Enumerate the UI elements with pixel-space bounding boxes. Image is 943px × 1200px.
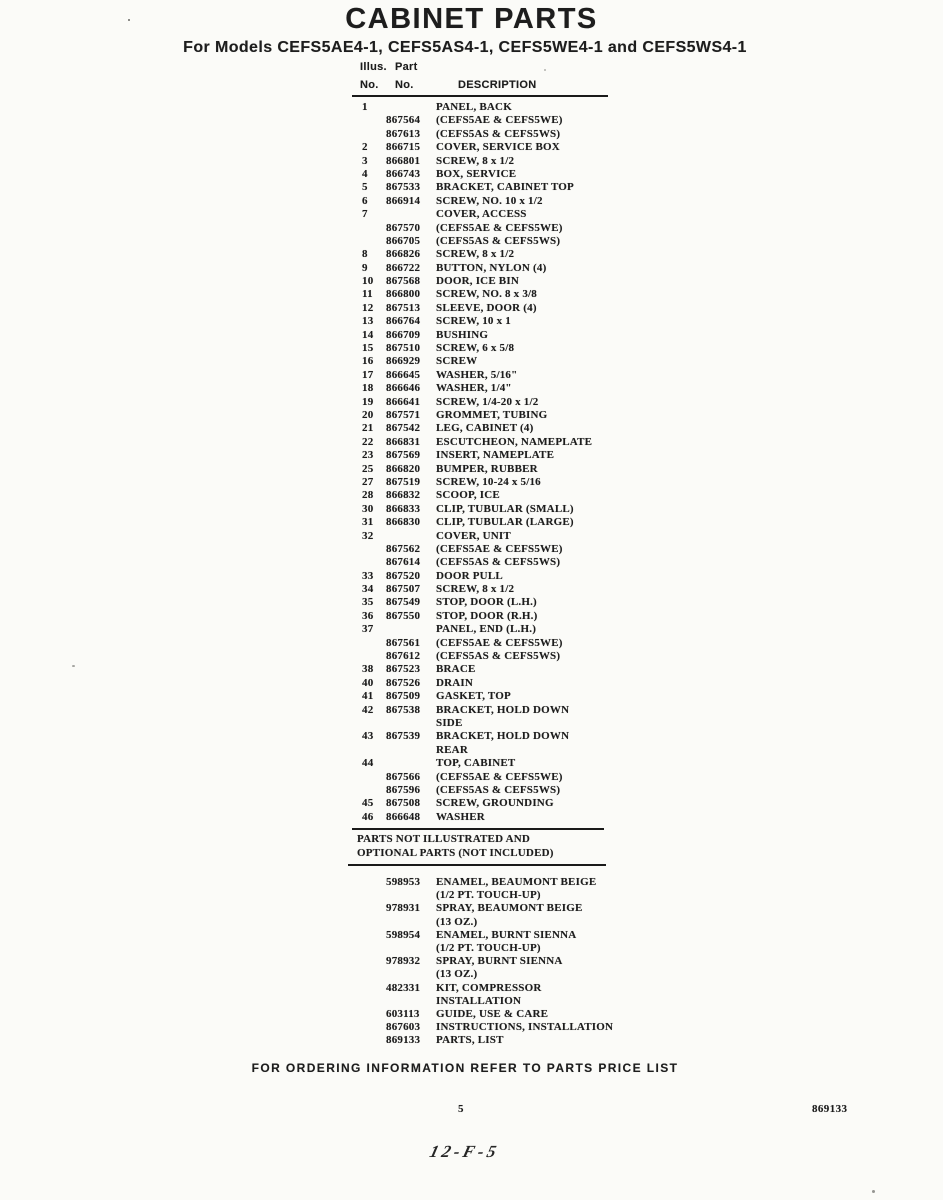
part-description: (13 OZ.) <box>436 968 478 981</box>
column-header-part: Part <box>395 61 418 73</box>
illus-no: 23 <box>362 449 374 462</box>
part-no: 866743 <box>386 167 421 180</box>
table-row <box>352 195 622 208</box>
table-header-rule <box>352 95 608 97</box>
page-number: 5 <box>458 1103 464 1115</box>
illus-no: 38 <box>362 663 374 676</box>
part-no: 866820 <box>386 462 421 475</box>
part-description: ENAMEL, BURNT SIENNA <box>436 928 577 941</box>
table-row <box>352 222 622 235</box>
part-description: BUMPER, RUBBER <box>436 462 538 475</box>
illus-no: 34 <box>362 583 374 596</box>
table-row <box>352 530 622 543</box>
part-no: 867569 <box>386 449 421 462</box>
illus-no: 37 <box>362 623 374 636</box>
part-no: 866830 <box>386 516 421 529</box>
illus-no <box>362 235 386 248</box>
part-description: COVER, ACCESS <box>436 208 527 221</box>
table-row <box>352 141 622 154</box>
part-no: 866709 <box>386 328 421 341</box>
illus-no: 27 <box>362 475 374 488</box>
part-no: 866801 <box>386 154 421 167</box>
part-description: SCOOP, ICE <box>436 489 500 502</box>
part-no <box>386 995 436 1008</box>
table-row <box>352 302 622 315</box>
table-row <box>352 650 622 663</box>
part-no: 867538 <box>386 703 421 716</box>
part-description: GASKET, TOP <box>436 690 511 703</box>
illus-no: 22 <box>362 435 374 448</box>
part-no <box>386 744 436 757</box>
part-description: SCREW, 6 x 5/8 <box>436 342 515 355</box>
table-row <box>352 637 622 650</box>
part-description: GUIDE, USE & CARE <box>436 1007 549 1020</box>
part-description: BRACKET, CABINET TOP <box>436 181 574 194</box>
table-row <box>352 610 622 623</box>
part-description: STOP, DOOR (R.H.) <box>436 609 538 622</box>
part-no: 867533 <box>386 181 421 194</box>
table-row <box>352 409 622 422</box>
part-no: 867526 <box>386 676 421 689</box>
part-description: BRACKET, HOLD DOWN <box>436 730 570 743</box>
part-description: LEG, CABINET (4) <box>436 422 534 435</box>
part-no: 866705 <box>386 234 421 247</box>
illus-no <box>362 128 386 141</box>
optional-part-row <box>352 955 622 968</box>
illus-no: 4 <box>362 167 368 180</box>
table-row <box>352 288 622 301</box>
illus-no <box>362 717 386 730</box>
scan-artifact <box>128 19 130 21</box>
table-row <box>352 101 622 114</box>
illus-no <box>362 543 386 556</box>
table-row <box>352 596 622 609</box>
optional-part-row <box>352 1008 622 1021</box>
part-no: 598954 <box>386 928 421 941</box>
column-header-description: DESCRIPTION <box>458 79 537 91</box>
part-description: SCREW, 8 x 1/2 <box>436 248 515 261</box>
part-description: (CEFS5AE & CEFS5WE) <box>436 221 563 234</box>
illus-no: 28 <box>362 489 374 502</box>
table-row <box>352 744 622 757</box>
part-no: 866715 <box>386 141 421 154</box>
illus-no: 5 <box>362 181 368 194</box>
part-description: CLIP, TUBULAR (LARGE) <box>436 516 574 529</box>
illus-no: 18 <box>362 382 374 395</box>
part-no: 867523 <box>386 663 421 676</box>
illus-no: 7 <box>362 208 368 221</box>
table-row <box>352 436 622 449</box>
part-no: 867550 <box>386 609 421 622</box>
illus-no: 45 <box>362 797 374 810</box>
table-row <box>352 208 622 221</box>
table-row <box>352 181 622 194</box>
table-row <box>352 235 622 248</box>
part-description: (1/2 PT. TOUCH-UP) <box>436 889 541 902</box>
part-description: COVER, SERVICE BOX <box>436 141 560 154</box>
illus-no: 15 <box>362 342 374 355</box>
optional-part-row <box>352 1021 622 1034</box>
illus-no: 6 <box>362 194 368 207</box>
table-row <box>352 128 622 141</box>
part-description: KIT, COMPRESSOR <box>436 981 542 994</box>
table-row <box>352 329 622 342</box>
part-description: SCREW, 10-24 x 5/16 <box>436 475 541 488</box>
section-rule-top <box>352 828 604 830</box>
illus-no <box>362 222 386 235</box>
section-heading <box>357 833 554 860</box>
table-row <box>352 355 622 368</box>
table-row <box>352 382 622 395</box>
part-no: 867613 <box>386 127 421 140</box>
part-no: 867571 <box>386 408 421 421</box>
illus-no: 13 <box>362 315 374 328</box>
part-no: 867549 <box>386 596 421 609</box>
table-row <box>352 757 622 770</box>
part-description: INSTRUCTIONS, INSTALLATION <box>436 1021 614 1034</box>
illus-no <box>362 114 386 127</box>
part-description: SLEEVE, DOOR (4) <box>436 301 537 314</box>
part-no: 866800 <box>386 288 421 301</box>
part-description: TOP, CABINET <box>436 757 516 770</box>
part-no: 867562 <box>386 542 421 555</box>
part-description: (CEFS5AE & CEFS5WE) <box>436 114 563 127</box>
part-no: 867509 <box>386 690 421 703</box>
part-description: PANEL, END (L.H.) <box>436 623 537 636</box>
part-no <box>386 623 436 636</box>
table-row <box>352 503 622 516</box>
table-row <box>352 583 622 596</box>
scan-artifact <box>872 1190 875 1193</box>
part-description: DOOR, ICE BIN <box>436 275 519 288</box>
table-row <box>352 623 622 636</box>
section-heading-line1: PARTS NOT ILLUSTRATED AND <box>357 833 531 845</box>
part-description: BOX, SERVICE <box>436 167 517 180</box>
illus-no: 19 <box>362 395 374 408</box>
illus-no: 36 <box>362 609 374 622</box>
part-description: (CEFS5AS & CEFS5WS) <box>436 783 561 796</box>
part-no: 866722 <box>386 261 421 274</box>
part-description: WASHER <box>436 810 485 823</box>
table-row <box>352 570 622 583</box>
part-description: (CEFS5AS & CEFS5WS) <box>436 234 561 247</box>
optional-part-row <box>352 968 622 981</box>
part-description: BUTTON, NYLON (4) <box>436 261 547 274</box>
part-no: 869133 <box>386 1034 421 1047</box>
part-no: 867510 <box>386 342 421 355</box>
part-description: SIDE <box>436 716 463 729</box>
column-header-part-no: No. <box>395 79 414 91</box>
illus-no: 42 <box>362 703 374 716</box>
illus-no: 10 <box>362 275 374 288</box>
table-row <box>352 369 622 382</box>
part-no <box>386 889 436 902</box>
illus-no: 35 <box>362 596 374 609</box>
optional-part-row <box>352 902 622 915</box>
part-description: (CEFS5AE & CEFS5WE) <box>436 636 563 649</box>
part-no: 867603 <box>386 1021 421 1034</box>
table-row <box>352 489 622 502</box>
part-no: 867508 <box>386 797 421 810</box>
table-row <box>352 730 622 743</box>
part-description: SCREW, NO. 10 x 1/2 <box>436 194 543 207</box>
part-no: 866914 <box>386 194 421 207</box>
part-description: SCREW <box>436 355 478 368</box>
part-no: 866645 <box>386 368 421 381</box>
table-row <box>352 155 622 168</box>
section-heading-line2: OPTIONAL PARTS (NOT INCLUDED) <box>357 846 554 859</box>
illus-no <box>362 744 386 757</box>
illus-no <box>362 771 386 784</box>
part-description: PANEL, BACK <box>436 101 512 113</box>
table-row <box>352 422 622 435</box>
part-description: GROMMET, TUBING <box>436 408 548 421</box>
part-no: 866641 <box>386 395 421 408</box>
table-row <box>352 690 622 703</box>
table-row <box>352 663 622 676</box>
table-row <box>352 784 622 797</box>
part-description: WASHER, 5/16" <box>436 368 518 381</box>
optional-part-row <box>352 982 622 995</box>
illus-no <box>362 556 386 569</box>
part-no: 866929 <box>386 355 421 368</box>
illus-no <box>362 637 386 650</box>
models-subtitle: For Models CEFS5AE4-1, CEFS5AS4-1, CEFS5WE4-1 and CEFS5WS4-1 <box>183 39 747 56</box>
part-description: SCREW, NO. 8 x 3/8 <box>436 288 537 301</box>
part-no: 867513 <box>386 301 421 314</box>
illus-no: 20 <box>362 408 374 421</box>
table-row <box>352 463 622 476</box>
part-no: 866648 <box>386 810 421 823</box>
part-no: 867568 <box>386 275 421 288</box>
part-description: (13 OZ.) <box>436 915 478 928</box>
part-description: (CEFS5AE & CEFS5WE) <box>436 770 563 783</box>
part-description: CLIP, TUBULAR (SMALL) <box>436 502 574 515</box>
illus-no: 31 <box>362 516 374 529</box>
table-row <box>352 556 622 569</box>
part-no: 867561 <box>386 636 421 649</box>
illus-no: 41 <box>362 690 374 703</box>
illus-no <box>362 784 386 797</box>
table-row <box>352 342 622 355</box>
part-description: INSERT, NAMEPLATE <box>436 449 555 462</box>
illus-no: 43 <box>362 730 374 743</box>
optional-part-row <box>352 889 622 902</box>
illus-no: 8 <box>362 248 368 261</box>
part-no: 867507 <box>386 583 421 596</box>
scan-artifact <box>72 665 75 667</box>
table-row <box>352 168 622 181</box>
illus-no: 11 <box>362 288 373 301</box>
optional-part-row <box>352 942 622 955</box>
part-no: 867520 <box>386 569 421 582</box>
part-description: SCREW, 1/4-20 x 1/2 <box>436 395 539 408</box>
part-description: (CEFS5AS & CEFS5WS) <box>436 650 561 663</box>
part-no: 866646 <box>386 382 421 395</box>
part-no: 867612 <box>386 650 421 663</box>
illus-no: 3 <box>362 154 368 167</box>
scan-artifact <box>544 69 546 71</box>
table-row <box>352 797 622 810</box>
part-description: SPRAY, BEAUMONT BEIGE <box>436 902 583 915</box>
illus-no: 30 <box>362 502 374 515</box>
table-row <box>352 677 622 690</box>
table-row <box>352 704 622 717</box>
table-row <box>352 811 622 824</box>
part-description: SPRAY, BURNT SIENNA <box>436 955 563 968</box>
part-no: 866826 <box>386 248 421 261</box>
part-no <box>386 757 436 770</box>
part-no: 603113 <box>386 1007 420 1020</box>
part-no <box>386 942 436 955</box>
illus-no: 17 <box>362 368 374 381</box>
part-description: SCREW, 10 x 1 <box>436 315 511 328</box>
ordering-note: FOR ORDERING INFORMATION REFER TO PARTS PRICE LIST <box>251 1061 679 1075</box>
part-description: SCREW, 8 x 1/2 <box>436 154 515 167</box>
handwritten-note: 12-F-5 <box>427 1142 502 1161</box>
table-row <box>352 275 622 288</box>
part-description: SCREW, 8 x 1/2 <box>436 583 515 596</box>
optional-part-row <box>352 876 622 889</box>
optional-part-row <box>352 929 622 942</box>
part-no: 867566 <box>386 770 421 783</box>
table-row <box>352 449 622 462</box>
section-rule-bottom <box>348 864 606 866</box>
part-description: COVER, UNIT <box>436 529 511 542</box>
part-no: 867570 <box>386 221 421 234</box>
page-title: CABINET PARTS <box>345 3 598 35</box>
illus-no: 21 <box>362 422 374 435</box>
optional-parts-rows <box>352 876 622 1047</box>
part-no <box>386 968 436 981</box>
illus-no <box>362 650 386 663</box>
part-description: (1/2 PT. TOUCH-UP) <box>436 941 541 954</box>
part-no <box>386 916 436 929</box>
part-description: DOOR PULL <box>436 569 503 582</box>
part-description: DRAIN <box>436 676 474 689</box>
part-no <box>386 101 436 114</box>
illus-no: 46 <box>362 810 374 823</box>
part-description: PARTS, LIST <box>436 1034 504 1047</box>
table-row <box>352 262 622 275</box>
part-no: 598953 <box>386 876 421 888</box>
part-description: ENAMEL, BEAUMONT BEIGE <box>436 876 597 888</box>
part-no: 978932 <box>386 955 421 968</box>
part-description: INSTALLATION <box>436 994 522 1007</box>
part-no: 866831 <box>386 435 421 448</box>
parts-table-rows <box>352 101 622 824</box>
part-no: 867614 <box>386 556 421 569</box>
part-description: BRACKET, HOLD DOWN <box>436 703 570 716</box>
part-description: (CEFS5AS & CEFS5WS) <box>436 127 561 140</box>
illus-no: 9 <box>362 261 368 274</box>
part-description: BRACE <box>436 663 476 676</box>
illus-no: 12 <box>362 301 374 314</box>
part-description: WASHER, 1/4" <box>436 382 512 395</box>
table-row <box>352 248 622 261</box>
illus-no: 1 <box>362 101 368 113</box>
optional-part-row <box>352 1034 622 1047</box>
part-no <box>386 208 436 221</box>
part-no: 978931 <box>386 902 421 915</box>
part-description: (CEFS5AE & CEFS5WE) <box>436 542 563 555</box>
optional-part-row <box>352 995 622 1008</box>
part-description: STOP, DOOR (L.H.) <box>436 596 537 609</box>
part-description: REAR <box>436 743 468 756</box>
illus-no: 16 <box>362 355 374 368</box>
table-row <box>352 516 622 529</box>
part-description: ESCUTCHEON, NAMEPLATE <box>436 435 593 448</box>
table-row <box>352 543 622 556</box>
illus-no: 44 <box>362 757 374 770</box>
part-description: SCREW, GROUNDING <box>436 797 554 810</box>
table-row <box>352 396 622 409</box>
part-no: 867542 <box>386 422 421 435</box>
part-no: 866764 <box>386 315 421 328</box>
table-row <box>352 717 622 730</box>
part-description: (CEFS5AS & CEFS5WS) <box>436 556 561 569</box>
part-no: 867519 <box>386 475 421 488</box>
part-description: BUSHING <box>436 328 489 341</box>
part-no: 867596 <box>386 783 421 796</box>
column-header-illus-no: No. <box>360 79 379 91</box>
table-row <box>352 476 622 489</box>
table-row <box>352 315 622 328</box>
illus-no: 40 <box>362 676 374 689</box>
part-no: 866832 <box>386 489 421 502</box>
part-no: 867539 <box>386 730 421 743</box>
part-no <box>386 530 436 543</box>
document-number: 869133 <box>812 1103 848 1115</box>
illus-no: 33 <box>362 569 374 582</box>
illus-no: 2 <box>362 141 368 154</box>
optional-part-row <box>352 916 622 929</box>
part-no: 867564 <box>386 114 421 127</box>
part-no <box>386 717 436 730</box>
illus-no: 14 <box>362 328 374 341</box>
part-no: 482331 <box>386 981 421 994</box>
column-header-illus: Illus. <box>360 61 387 73</box>
table-row <box>352 771 622 784</box>
table-row <box>352 114 622 127</box>
part-no: 866833 <box>386 502 421 515</box>
illus-no: 32 <box>362 529 374 542</box>
illus-no: 25 <box>362 462 374 475</box>
